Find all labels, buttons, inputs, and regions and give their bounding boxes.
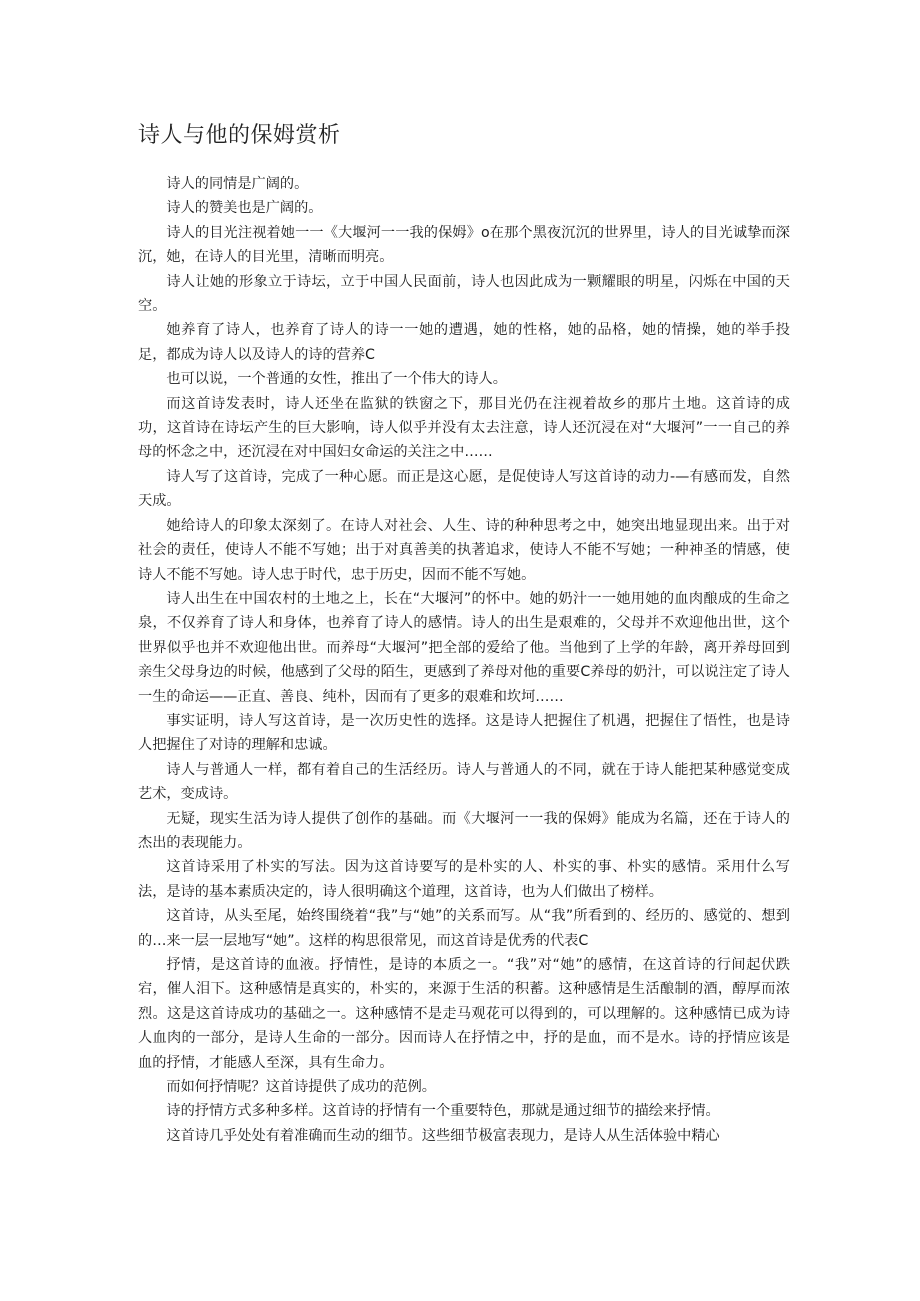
paragraph: 诗人的目光注视着她一一《大堰河一一我的保姆》o在那个黑夜沉沉的世界里，诗人的目光诚挚而深沉，她，在诗人的目光里，清晰而明亮。 — [138, 224, 790, 266]
paragraph: 诗的抒情方式多种多样。这首诗的抒情有一个重要特色，那就是通过细节的描绘来抒情。 — [166, 1103, 720, 1120]
paragraph: 事实证明，诗人写这首诗，是一次历史性的选择。这是诗人把握住了机遇，把握住了悟性，也是诗人把握住了对诗的理解和忠诚。 — [138, 712, 790, 754]
paragraph: 诗人出生在中国农村的土地之上，长在“大堰河”的怀中。她的奶汁一一她用她的血肉酿成的生命之泉，不仅养育了诗人和身体，也养育了诗人的感情。诗人的出生是艰难的，父母并不欢迎他出世，这个世界似乎也并不欢迎他出世。而养母“大堰河”把全部的爱给了他。当他到了上学的年龄，离开养母回到亲生父母身边的时候，他感到了父母的陌生，更感到了养母对他的重要C养母的奶汁，可以说注定了诗人一生的命运——正直、善良、纯朴，因而有了更多的艰难和坎坷…… — [138, 590, 790, 705]
paragraph: 这首诗，从头至尾，始终围绕着“我”与“她”的关系而写。从“我”所看到的、经历的、感觉的、想到的…来一层一层地写“她”。这样的构思很常见，而这首诗是优秀的代表C — [138, 908, 790, 949]
paragraph: 这首诗采用了朴实的写法。因为这首诗要写的是朴实的人、朴实的事、朴实的感情。采用什么写法，是诗的基本素质决定的，诗人很明确这个道理，这首诗，也为人们做出了榜样。 — [138, 859, 790, 900]
paragraph: 诗人让她的形象立于诗坛，立于中国人民面前，诗人也因此成为一颗耀眼的明星，闪烁在中国的天空。 — [138, 273, 790, 315]
paragraph: 而这首诗发表时，诗人还坐在监狱的铁窗之下，那目光仍在注视着故乡的那片土地。这首诗的成功，这首诗在诗坛产生的巨大影响，诗人似乎并没有太去注意，诗人还沉浸在对“大堰河”一一自己的养母的怀念之中，还沉浸在对中国妇女命运的关注之中…… — [138, 395, 790, 461]
paragraph: 诗人写了这首诗，完成了一种心愿。而正是这心愿，是促使诗人写这首诗的动力-—有感而发，自然天成。 — [138, 468, 790, 510]
paragraph: 诗人的赞美也是广阔的。 — [166, 200, 323, 217]
paragraph: 无疑，现实生活为诗人提供了创作的基础。而《大堰河一一我的保姆》能成为名篇，还在于诗人的杰出的表现能力。 — [138, 810, 790, 851]
paragraph: 诗人与普通人一样，都有着自己的生活经历。诗人与普通人的不同，就在于诗人能把某种感觉变成艺术，变成诗。 — [138, 761, 790, 803]
paragraph: 这首诗几乎处处有着准确而生动的细节。这些细节极富表现力，是诗人从生活体验中精心 — [166, 1127, 720, 1144]
paragraph: 抒情，是这首诗的血液。抒情性，是诗的本质之一。“我”对“她”的感情，在这首诗的行间起伏跌宕，催人泪下。这种感情是真实的，朴实的，来源于生活的积蓄。这种感情是生活酿制的酒，醇厚而浓烈。这是这首诗成功的基础之一。这种感情不是走马观花可以得到的，可以理解的。这种感情已成为诗人血肉的一部分，是诗人生命的一部分。因而诗人在抒情之中，抒的是血，而不是水。诗的抒情应该是血的抒情，才能感人至深，具有生命力。 — [138, 957, 790, 1071]
document-body — [138, 172, 790, 1148]
paragraph: 诗人的同情是广阔的。 — [166, 176, 309, 192]
paragraph: 而如何抒情呢？这首诗提供了成功的范例。 — [166, 1079, 436, 1096]
paragraph: 她给诗人的印象太深刻了。在诗人对社会、人生、诗的种种思考之中，她突出地显现出来。出于对社会的责任，使诗人不能不写她；出于对真善美的执著追求，使诗人不能不写她；一种神圣的情感，使诗人不能不写她。诗人忠于时代，忠于历史，因而不能不写她。 — [138, 517, 790, 583]
paragraph: 也可以说，一个普通的女性，推出了一个伟大的诗人。 — [166, 371, 507, 388]
paragraph: 她养育了诗人，也养育了诗人的诗一一她的遭遇，她的性格，她的品格，她的情操，她的举手投足，都成为诗人以及诗人的诗的营养C — [138, 322, 790, 363]
document-title: 诗人与他的保姆赏析 — [138, 123, 341, 148]
